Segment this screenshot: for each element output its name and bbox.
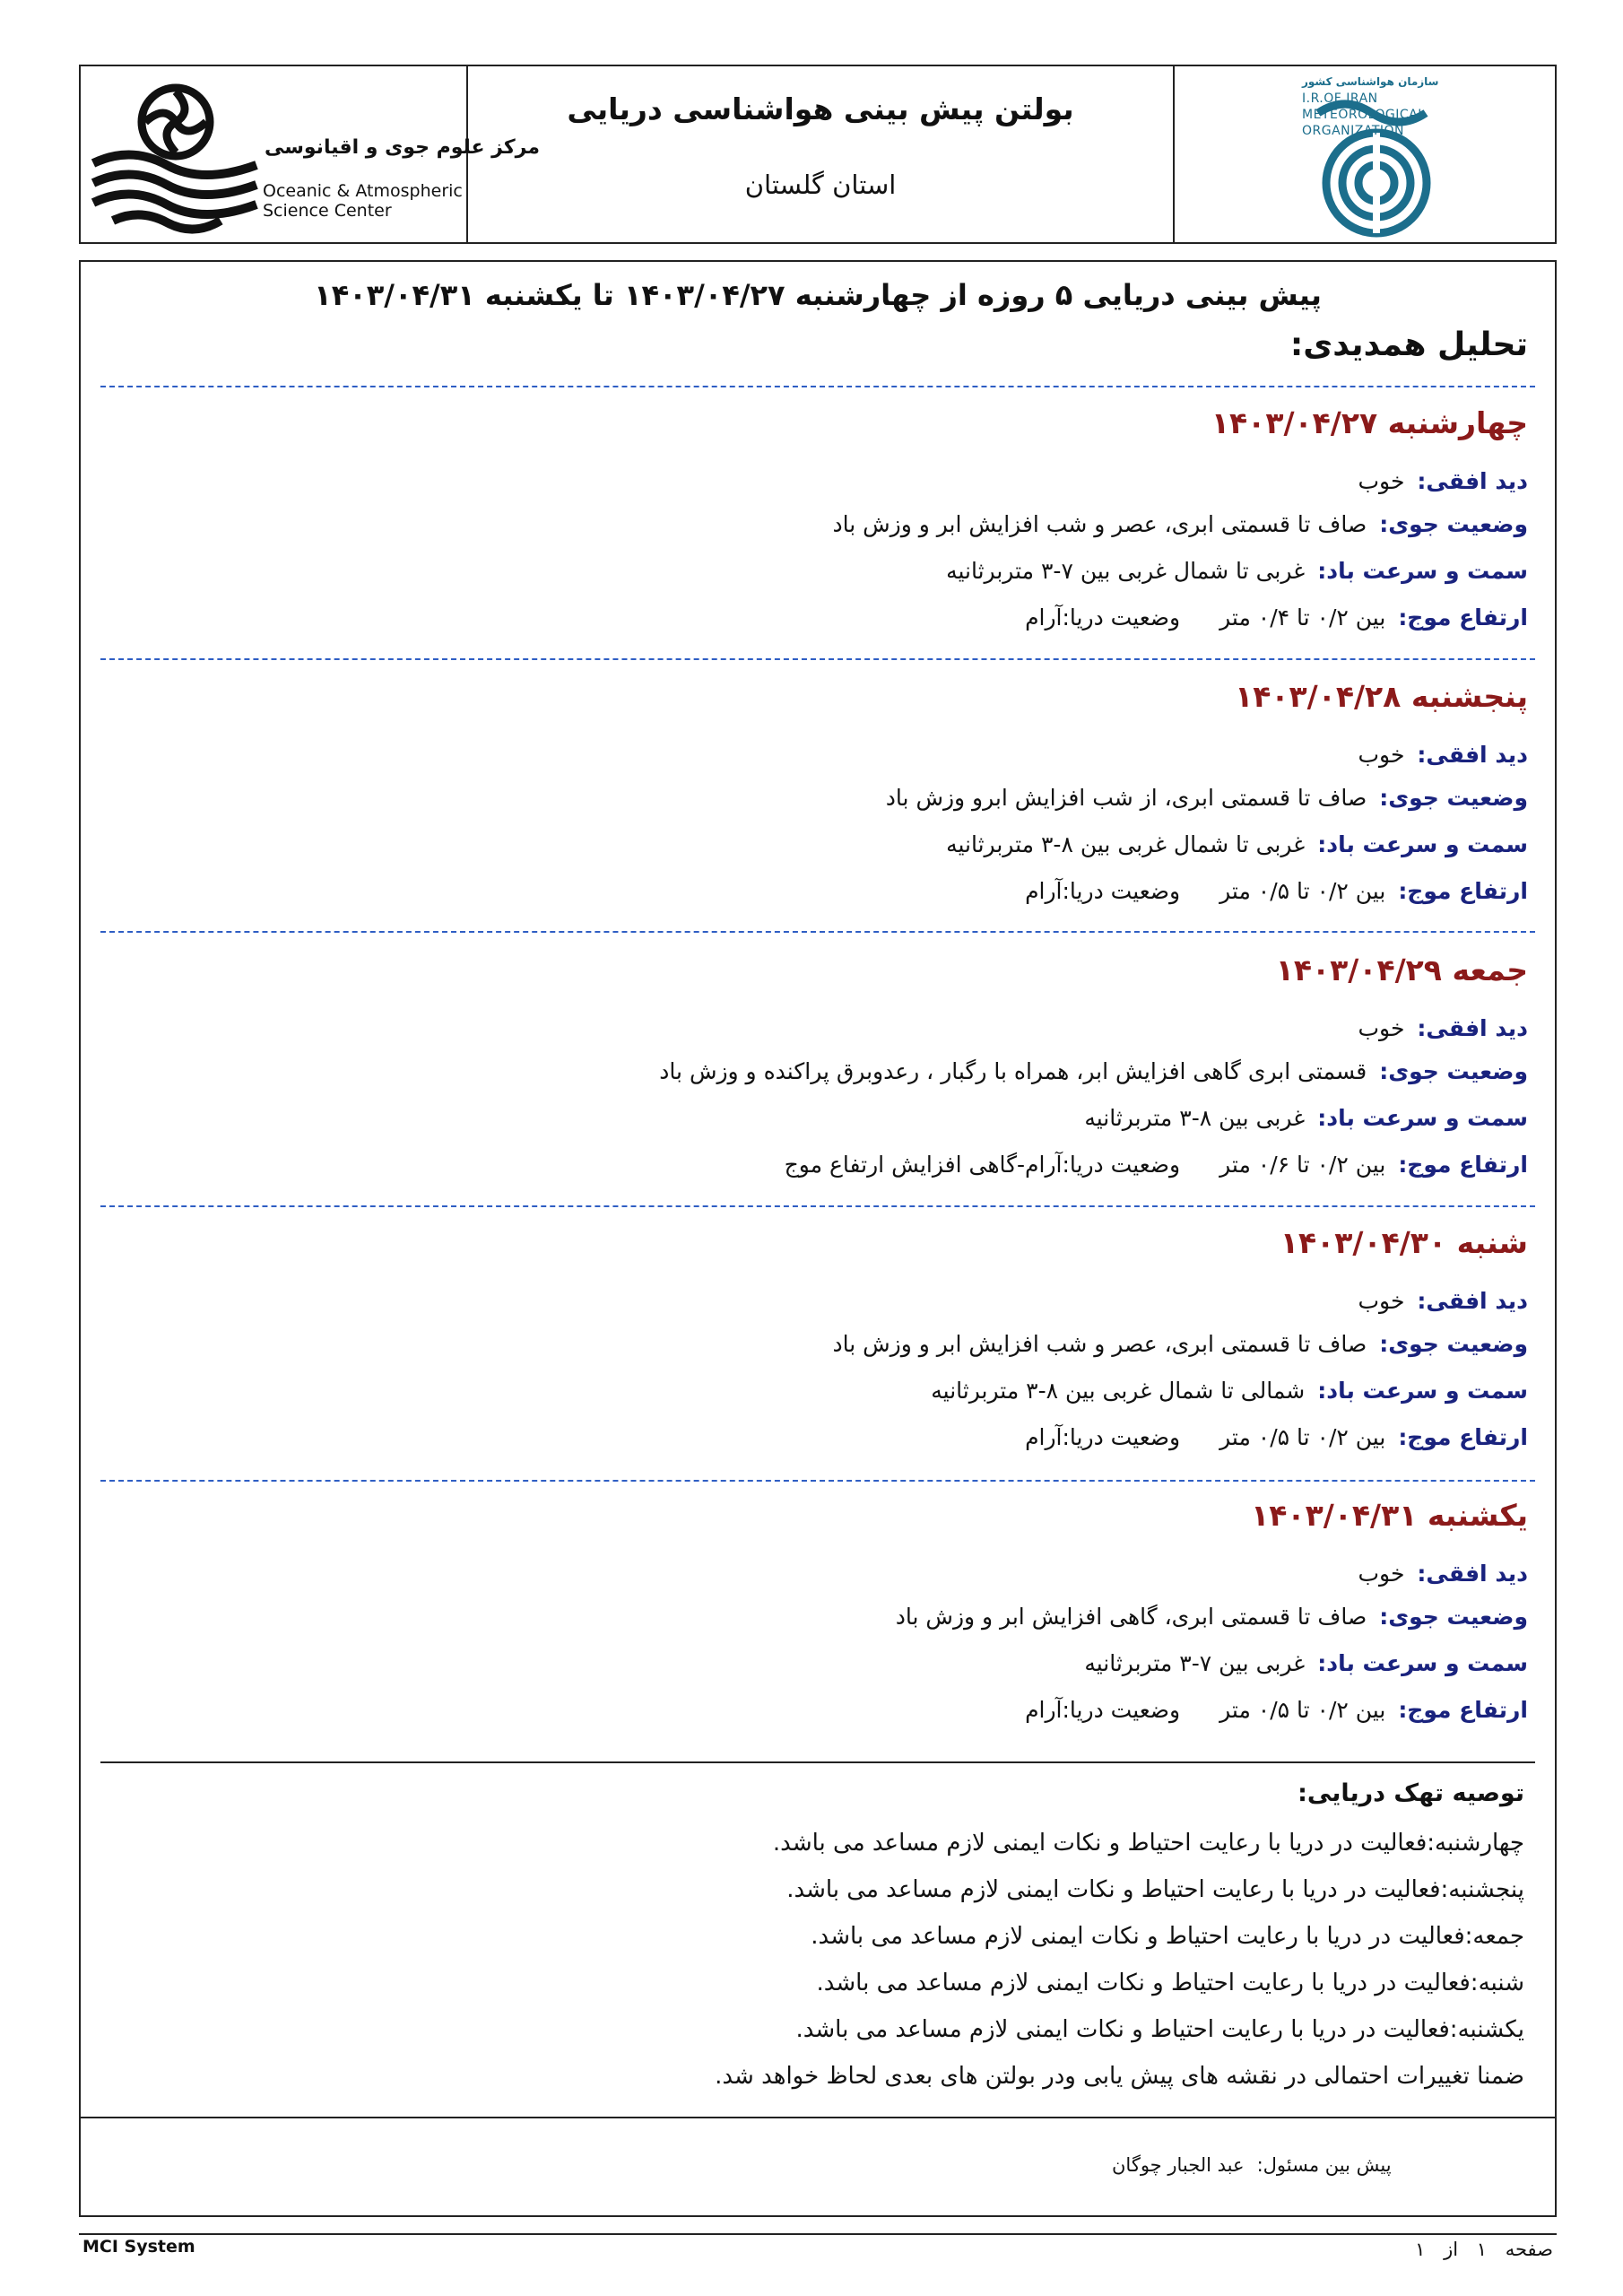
sea-state-value: وضعیت دریا:آرام xyxy=(1025,878,1181,904)
weather-value: صاف تا قسمتی ابری، عصر و شب افزایش ابر و وزش باد xyxy=(832,1331,1367,1357)
weather-label: وضعیت جوی: xyxy=(1379,1604,1528,1630)
wind-row xyxy=(1084,1105,1528,1131)
day-heading: پنجشنبه ۱۴۰۳/۰۴/۲۸ xyxy=(1235,679,1528,714)
province-name: استان گلستان xyxy=(744,170,897,200)
advisory-line: یکشنبه:فعالیت در دریا با رعایت احتیاط و نکات ایمنی لازم مساعد می باشد. xyxy=(795,2016,1524,2043)
visibility-value: خوب xyxy=(1358,1561,1405,1587)
bulletin-header xyxy=(79,65,1557,244)
wave-value: بین ۰/۲ تا ۰/۴ متر xyxy=(1219,604,1386,631)
oasc-name-en-line2: Science Center xyxy=(263,201,392,221)
dashed-separator xyxy=(100,658,1535,660)
weather-row xyxy=(886,785,1528,811)
weather-row xyxy=(659,1058,1528,1084)
oasc-logo-cell xyxy=(81,66,540,242)
sea-state-value: وضعیت دریا:آرام-گاهی افزایش ارتفاع موج xyxy=(784,1152,1181,1178)
day-heading: یکشنبه ۱۴۰۳/۰۴/۳۱ xyxy=(1251,1498,1528,1533)
wave-label: ارتفاع موج: xyxy=(1398,1152,1528,1178)
weather-value: صاف تا قسمتی ابری، از شب افزایش ابرو وزش باد xyxy=(885,785,1367,811)
wave-row xyxy=(1025,1424,1528,1450)
visibility-row xyxy=(1358,468,1529,494)
forecaster-signature xyxy=(1112,2154,1392,2176)
wave-value: بین ۰/۲ تا ۰/۵ متر xyxy=(1219,1697,1386,1723)
irimo-name-en-line2: METEOROLOGICAL xyxy=(1302,108,1426,122)
dashed-separator xyxy=(100,1480,1535,1482)
page-label: صفحه xyxy=(1505,2239,1553,2260)
advisory-line: جمعه:فعالیت در دریا با رعایت احتیاط و نکات ایمنی لازم مساعد می باشد. xyxy=(811,1923,1524,1950)
irimo-logo-cell xyxy=(1175,66,1555,242)
of-label: از xyxy=(1444,2239,1459,2260)
page-total: ۱ xyxy=(1415,2239,1426,2260)
wave-row xyxy=(1025,604,1528,631)
forecast-title: پیش بینی دریایی ۵ روزه از چهارشنبه ۱۴۰۳/۰۴/۲۷ تا یکشنبه ۱۴۰۳/۰۴/۳۱ xyxy=(314,278,1322,312)
system-name: MCI System xyxy=(82,2237,195,2257)
visibility-row xyxy=(1358,1288,1529,1314)
page-number: ۱ xyxy=(1476,2239,1488,2260)
wave-value: بین ۰/۲ تا ۰/۵ متر xyxy=(1219,1424,1386,1450)
weather-label: وضعیت جوی: xyxy=(1379,785,1528,811)
weather-row xyxy=(896,1604,1528,1630)
visibility-label: دید افقی: xyxy=(1417,742,1528,768)
wave-row xyxy=(1025,878,1528,904)
weather-label: وضعیت جوی: xyxy=(1379,1331,1528,1357)
wave-label: ارتفاع موج: xyxy=(1398,878,1528,904)
wind-row xyxy=(946,558,1528,584)
weather-label: وضعیت جوی: xyxy=(1379,511,1528,537)
dashed-separator xyxy=(100,931,1535,933)
visibility-value: خوب xyxy=(1358,468,1405,494)
irimo-name-en-line1: I.R.OF IRAN xyxy=(1302,91,1378,106)
wave-value: بین ۰/۲ تا ۰/۶ متر xyxy=(1219,1152,1386,1178)
advisory-line: پنجشنبه:فعالیت در دریا با رعایت احتیاط و نکات ایمنی لازم مساعد می باشد. xyxy=(786,1876,1524,1903)
wind-value: غربی تا شمال غربی بین ۷-۳ متربرثانیه xyxy=(946,558,1306,584)
advisory-title: توصیه تهک دریایی: xyxy=(1298,1779,1524,1807)
forecast-body xyxy=(79,260,1557,2118)
oasc-name-en-line1: Oceanic & Atmospheric xyxy=(263,181,463,201)
footer-divider xyxy=(79,2233,1557,2235)
sea-state-value: وضعیت دریا:آرام xyxy=(1025,1697,1181,1723)
wave-label: ارتفاع موج: xyxy=(1398,604,1528,631)
forecaster-box xyxy=(79,2118,1557,2217)
wind-label: سمت و سرعت باد: xyxy=(1317,1650,1528,1676)
wind-label: سمت و سرعت باد: xyxy=(1317,1378,1528,1404)
irimo-name-en-line3: ORGANIZATION xyxy=(1302,124,1405,138)
irimo-name-fa: سازمان هواشناسی کشور xyxy=(1302,75,1439,88)
wind-label: سمت و سرعت باد: xyxy=(1317,558,1528,584)
visibility-row xyxy=(1358,1561,1529,1587)
wave-label: ارتفاع موج: xyxy=(1398,1424,1528,1450)
dashed-separator xyxy=(100,1205,1535,1207)
synoptic-heading: تحلیل همدیدی: xyxy=(1289,326,1528,363)
wave-label: ارتفاع موج: xyxy=(1398,1697,1528,1723)
dashed-separator xyxy=(100,386,1535,387)
visibility-label: دید افقی: xyxy=(1417,1561,1528,1587)
day-heading: شنبه ۱۴۰۳/۰۴/۳۰ xyxy=(1280,1225,1528,1260)
wind-label: سمت و سرعت باد: xyxy=(1317,831,1528,857)
weather-row xyxy=(832,511,1528,537)
visibility-label: دید افقی: xyxy=(1417,1288,1528,1314)
visibility-row xyxy=(1358,742,1529,768)
advisory-line: شنبه:فعالیت در دریا با رعایت احتیاط و نکات ایمنی لازم مساعد می باشد. xyxy=(816,1970,1524,1996)
wind-label: سمت و سرعت باد: xyxy=(1317,1105,1528,1131)
page-indicator xyxy=(1415,2239,1553,2260)
wind-value: غربی بین ۸-۳ متربرثانیه xyxy=(1084,1105,1306,1131)
wind-row xyxy=(946,831,1528,857)
visibility-label: دید افقی: xyxy=(1417,1015,1528,1041)
oasc-logo-icon xyxy=(86,75,265,235)
visibility-value: خوب xyxy=(1358,1288,1405,1314)
visibility-value: خوب xyxy=(1358,742,1405,768)
forecaster-name: عبد الجبار چوگان xyxy=(1112,2154,1245,2176)
weather-value: صاف تا قسمتی ابری، گاهی افزایش ابر و وزش باد xyxy=(895,1604,1367,1630)
wave-value: بین ۰/۲ تا ۰/۵ متر xyxy=(1219,878,1386,904)
advisory-line: چهارشنبه:فعالیت در دریا با رعایت احتیاط و نکات ایمنی لازم مساعد می باشد. xyxy=(772,1830,1524,1857)
sea-state-value: وضعیت دریا:آرام xyxy=(1025,604,1181,631)
bulletin-title: بولتن پیش بینی هواشناسی دریایی xyxy=(567,91,1074,126)
bulletin-title-cell xyxy=(468,66,1175,242)
advisory-line: ضمنا تغییرات احتمالی در نقشه های پیش یابی ودر بولتن های بعدی لحاظ خواهد شد. xyxy=(715,2063,1524,2090)
oasc-name-fa: مرکز علوم جوی و اقیانوسی xyxy=(265,136,540,159)
wind-value: غربی تا شمال غربی بین ۸-۳ متربرثانیه xyxy=(946,831,1306,857)
weather-label: وضعیت جوی: xyxy=(1379,1058,1528,1084)
day-heading: جمعه ۱۴۰۳/۰۴/۲۹ xyxy=(1275,952,1528,987)
advisory-divider xyxy=(100,1761,1535,1763)
wave-row xyxy=(1025,1697,1528,1723)
wind-value: شمالی تا شمال غربی بین ۸-۳ متربرثانیه xyxy=(931,1378,1306,1404)
wind-row xyxy=(931,1378,1528,1404)
visibility-row xyxy=(1358,1015,1529,1041)
wind-value: غربی بین ۷-۳ متربرثانیه xyxy=(1084,1650,1306,1676)
visibility-label: دید افقی: xyxy=(1417,468,1528,494)
weather-value: قسمتی ابری گاهی افزایش ابر، همراه با رگبار ، رعدوبرق پراکنده و وزش باد xyxy=(659,1058,1367,1084)
visibility-value: خوب xyxy=(1358,1015,1405,1041)
wave-row xyxy=(785,1152,1528,1178)
sea-state-value: وضعیت دریا:آرام xyxy=(1025,1424,1181,1450)
forecaster-label: پیش بین مسئول: xyxy=(1256,2154,1392,2176)
weather-row xyxy=(832,1331,1528,1357)
wind-row xyxy=(1084,1650,1528,1676)
day-heading: چهارشنبه ۱۴۰۳/۰۴/۲۷ xyxy=(1211,405,1528,440)
weather-value: صاف تا قسمتی ابری، عصر و شب افزایش ابر و وزش باد xyxy=(832,511,1367,537)
